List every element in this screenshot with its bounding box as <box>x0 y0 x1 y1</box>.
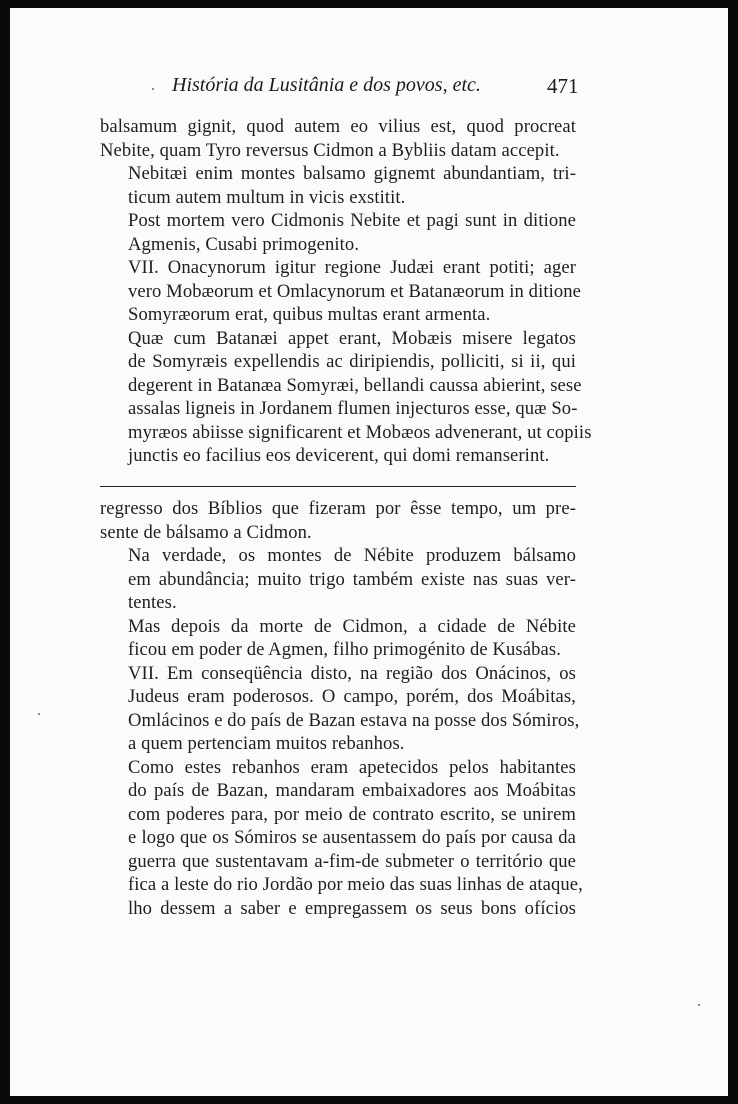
text-line: myræos abiisse significarent et Mobæos advenerant, ut copiis <box>128 421 592 443</box>
text-line: junctis eo facilius eos devicerent, qui domi remanserint. <box>128 445 550 466</box>
paper-speck <box>152 88 154 90</box>
text-line: sente de bálsamo a Cidmon. <box>100 521 312 543</box>
latin-paragraph <box>100 162 576 209</box>
text-line: a quem pertenciam muitos rebanhos. <box>128 733 405 754</box>
text-line: Como estes rebanhos eram apetecidos pelos habitantes <box>128 756 576 778</box>
latin-paragraph <box>100 256 582 327</box>
paper-speck <box>698 1004 700 1006</box>
latin-paragraph <box>100 209 576 256</box>
portuguese-paragraph <box>100 497 576 544</box>
text-line: Post mortem vero Cidmonis Nebite et pagi sunt in ditione <box>128 210 576 231</box>
section-divider <box>100 486 576 487</box>
text-line: VII. Onacynorum igitur regione Judæi erant potiti; ager <box>128 257 576 278</box>
text-line: Na verdade, os montes de Nébite produzem bálsamo <box>128 545 576 566</box>
paper-speck <box>38 713 40 715</box>
text-line: Nebitæi enim montes balsamo gignemt abundantiam, tri- <box>128 163 576 184</box>
portuguese-paragraph <box>100 756 583 921</box>
text-line: fica a leste do rio Jordão por meio das suas linhas de ataque, <box>128 874 583 895</box>
text-line: VII. Em conseqüência disto, na região dos Onácinos, os <box>128 662 576 684</box>
text-line: lho dessem a saber e empregassem os seus bons ofícios <box>128 897 576 919</box>
text-line: guerra que sustentavam a-fim-de submeter o território que <box>128 850 576 872</box>
text-line: e logo que os Sómiros se ausentassem do país por causa da <box>128 827 576 848</box>
latin-paragraph <box>100 115 576 162</box>
text-line: em abundância; muito trigo também existe nas suas ver- <box>128 568 576 590</box>
text-line: Somyræorum erat, quibus multas erant armenta. <box>128 304 491 325</box>
latin-text-block <box>100 115 592 468</box>
running-title: História da Lusitânia e dos povos, etc. <box>172 74 481 96</box>
latin-paragraph <box>100 327 592 468</box>
text-line: Judeus eram poderosos. O campo, porém, dos Moábitas, <box>128 686 576 707</box>
page-header <box>10 74 728 104</box>
text-line: de Somyræis expellendis ac diripiendis, polliciti, si ii, qui <box>128 351 576 372</box>
text-line: do país de Bazan, mandaram embaixadores aos Moábitas <box>128 780 576 801</box>
book-page <box>10 8 728 1096</box>
portuguese-paragraph <box>100 544 576 615</box>
portuguese-paragraph <box>100 615 576 662</box>
text-line: Agmenis, Cusabi primogenito. <box>128 233 360 255</box>
page-number: 471 <box>547 74 579 98</box>
text-line: Omlácinos e do país de Bazan estava na posse dos Sómiros, <box>128 709 580 731</box>
portuguese-paragraph <box>100 662 580 756</box>
text-line: degerent in Batanæa Somyræi, bellandi caussa abierint, sese <box>128 374 582 396</box>
text-line: ticum autem multum in vicis exstitit. <box>128 186 406 208</box>
text-line: vero Mobæorum et Omlacynorum et Batanæorum in ditione <box>128 280 582 302</box>
text-line: regresso dos Bíblios que fizeram por êsse tempo, um pre- <box>100 498 576 519</box>
text-line: Nebite, quam Tyro reversus Cidmon a Bybliis datam accepit. <box>100 139 560 161</box>
portuguese-text-block <box>100 497 583 920</box>
text-line: com poderes para, por meio de contrato escrito, se unirem <box>128 803 576 825</box>
text-line: Mas depois da morte de Cidmon, a cidade de Nébite <box>128 615 576 637</box>
text-line: assalas ligneis in Jordanem flumen injecturos esse, quæ So- <box>128 398 578 419</box>
text-line: Quæ cum Batanæi appet erant, Mobæis misere legatos <box>128 327 576 349</box>
text-line: ficou em poder de Agmen, filho primogénito de Kusábas. <box>128 639 561 660</box>
text-line: balsamum gignit, quod autem eo vilius est, quod procreat <box>100 116 576 137</box>
text-line: tentes. <box>128 592 177 613</box>
